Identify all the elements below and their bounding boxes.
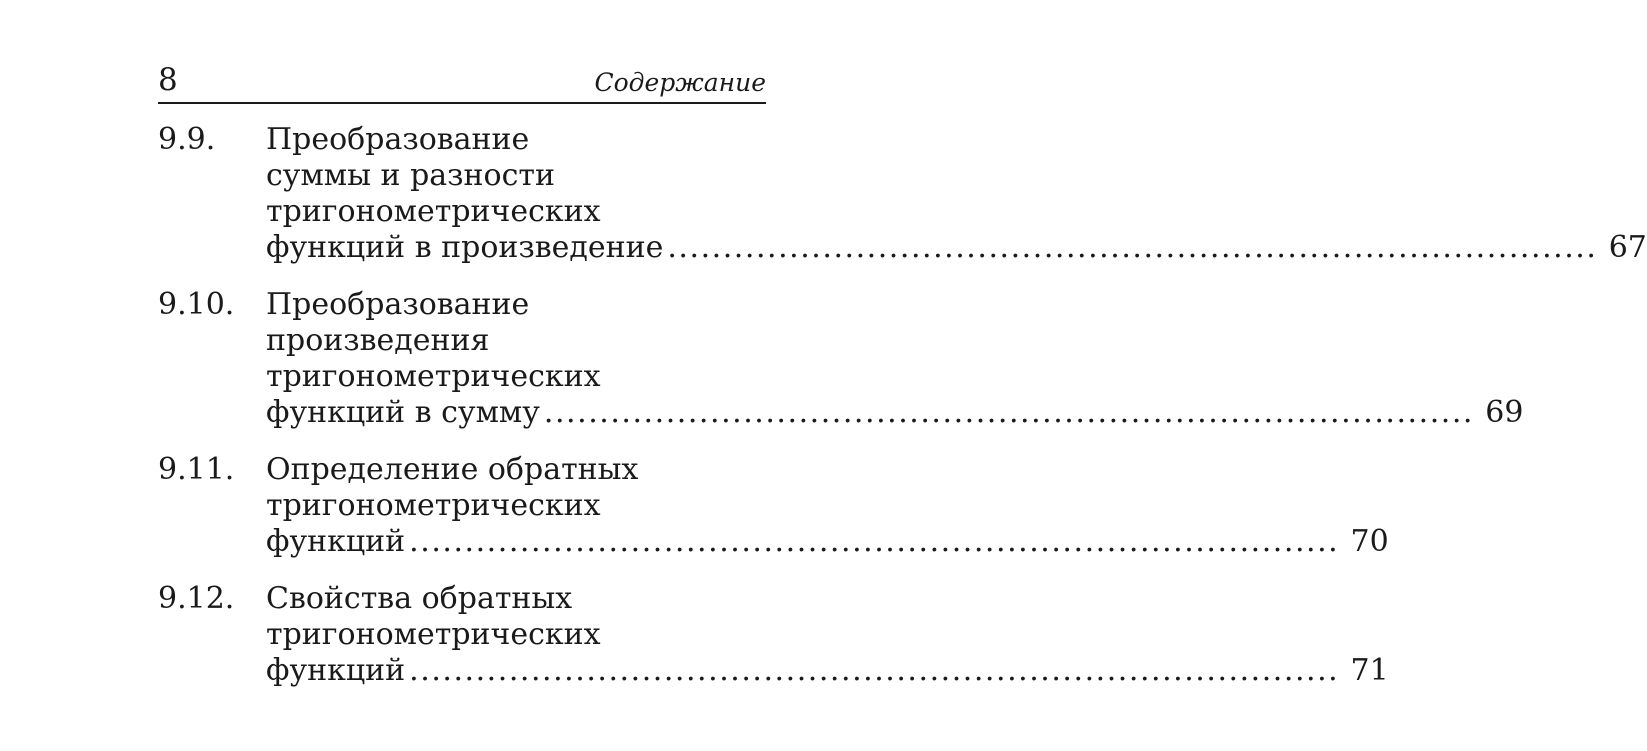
dot-leader	[409, 524, 1335, 560]
toc-entry-page-number: 67	[1608, 230, 1647, 265]
toc-entry-title	[266, 452, 1389, 560]
page-header	[158, 58, 766, 104]
toc-entry-last-line	[266, 230, 1647, 266]
toc-entry-title-line: функций в сумму	[266, 395, 540, 430]
toc-entry-last-line	[266, 653, 1389, 689]
toc-entry-title-line: тригонометрических	[266, 359, 601, 394]
toc-entry-9-11[interactable]	[158, 452, 1389, 560]
toc-entry-title-line: суммы и разности	[266, 158, 555, 193]
toc-entry-title-line: Свойства обратных	[266, 581, 573, 616]
toc-entry-number: 9.11.	[158, 452, 235, 487]
running-title: Содержание	[594, 68, 766, 97]
toc-entry-last-line	[266, 524, 1389, 560]
toc-entry-title-line: Преобразование	[266, 122, 530, 157]
toc-entry-page-number: 71	[1350, 653, 1389, 688]
dot-leader	[667, 230, 1593, 266]
toc-entry-last-line	[266, 395, 1523, 431]
toc-entry-page-number: 70	[1350, 524, 1389, 559]
toc-entry-title-line: Преобразование	[266, 287, 530, 322]
toc-entry-title	[266, 287, 1523, 431]
toc-entry-title-line: тригонометрических	[266, 617, 601, 652]
toc-entry-title-line: произведения	[266, 323, 490, 358]
table-of-contents	[158, 122, 1647, 689]
dot-leader	[409, 653, 1335, 689]
toc-entry-title-line: функций в произведение	[266, 230, 664, 265]
toc-entry-page-number: 69	[1485, 395, 1524, 430]
page-number: 8	[158, 62, 178, 98]
toc-entry-title-line: функций	[266, 653, 406, 688]
toc-entry-number: 9.10.	[158, 287, 235, 322]
toc-entry-number: 9.12.	[158, 581, 235, 616]
toc-entry-number: 9.9.	[158, 122, 216, 157]
toc-entry-9-10[interactable]	[158, 287, 1524, 431]
toc-entry-9-9[interactable]	[158, 122, 1647, 266]
toc-entry-title-line: функций	[266, 524, 406, 559]
toc-entry-title	[266, 581, 1389, 689]
toc-entry-title-line: Определение обратных	[266, 452, 639, 487]
dot-leader	[544, 395, 1470, 431]
toc-entry-9-12[interactable]	[158, 581, 1389, 689]
toc-entry-title-line: тригонометрических	[266, 488, 601, 523]
toc-entry-title	[266, 122, 1647, 266]
toc-entry-title-line: тригонометрических	[266, 194, 601, 229]
book-page	[158, 58, 1647, 689]
